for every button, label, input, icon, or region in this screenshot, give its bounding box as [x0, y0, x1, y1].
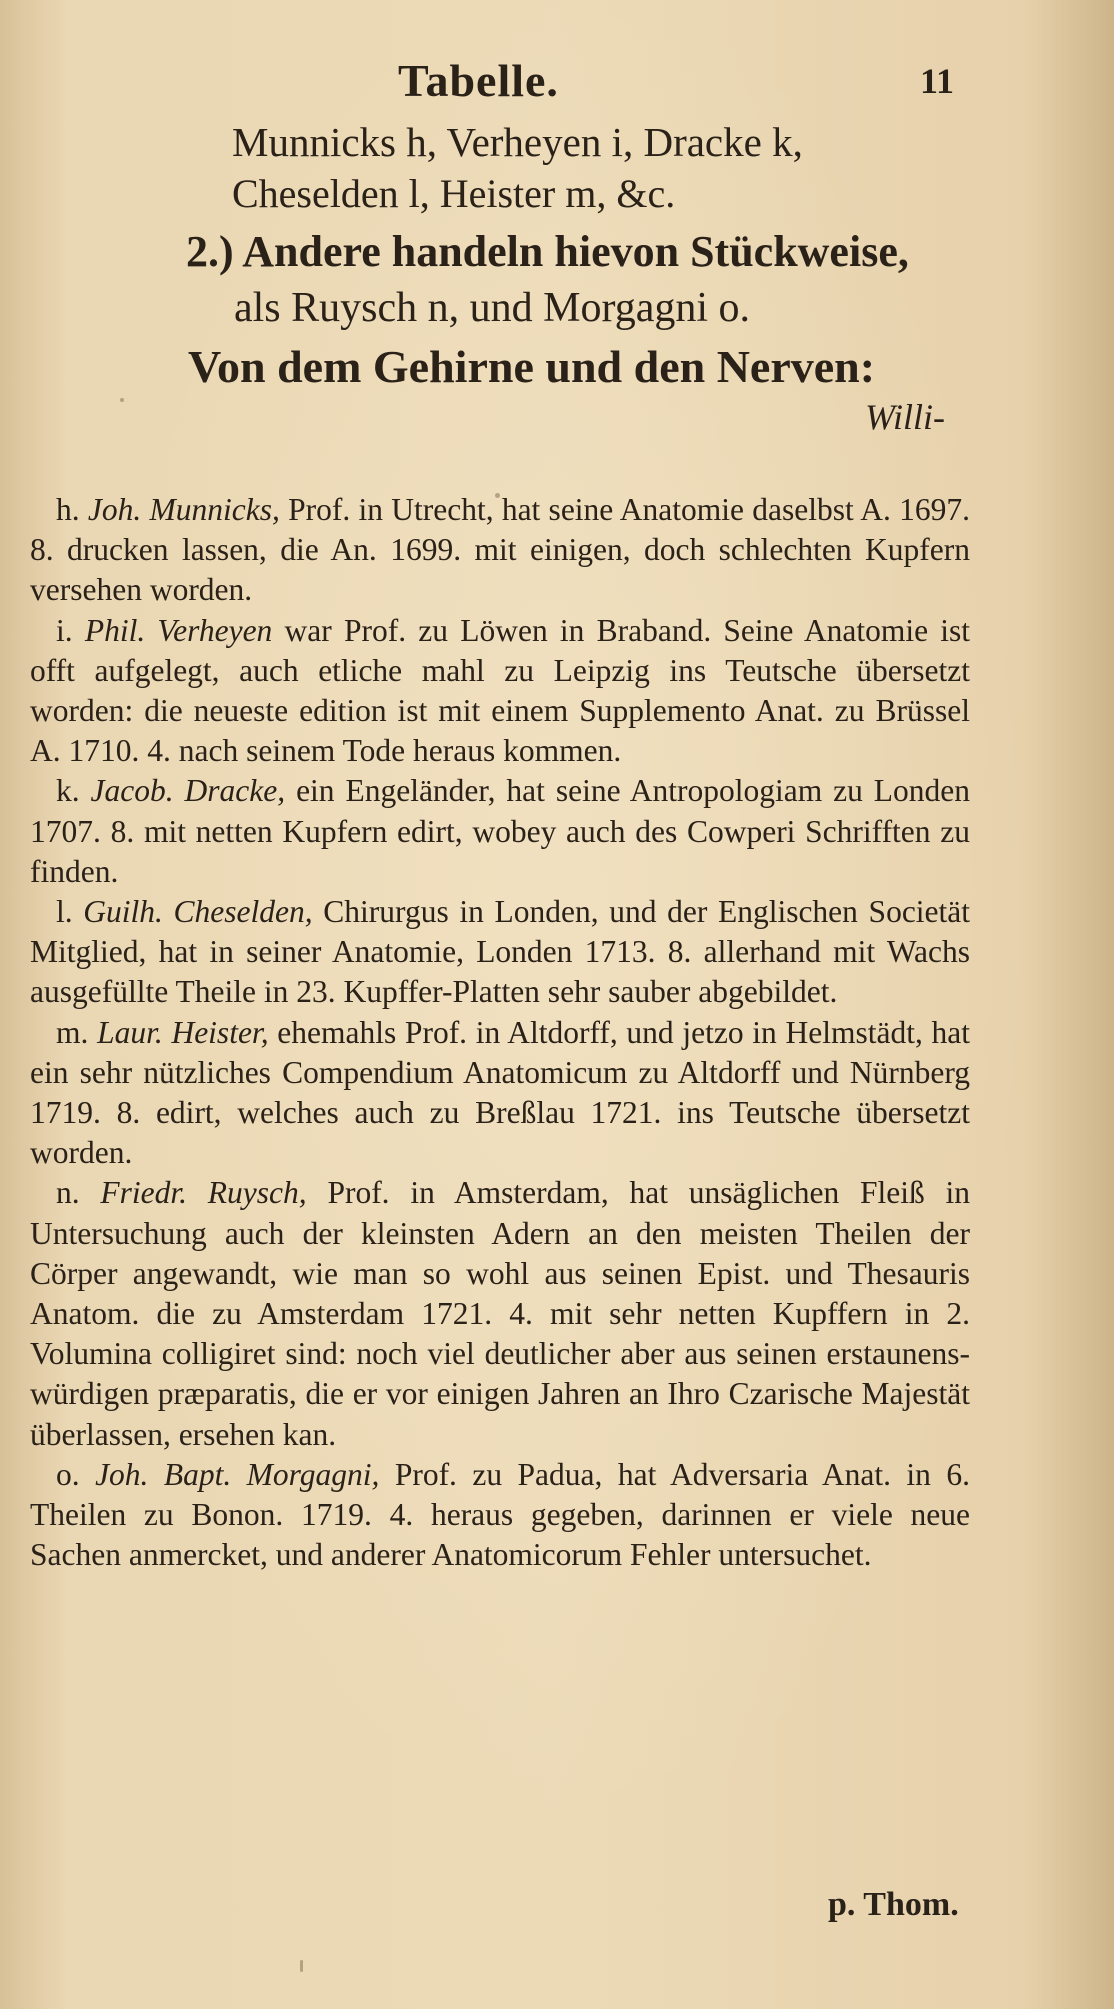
main-text-line: als Ruysch n, und Morgagni o.: [234, 285, 751, 331]
section-heading: Von dem Gehirne und den Nerven:: [188, 341, 876, 392]
footnote-letter: l.: [56, 894, 73, 930]
footnote-letter: k.: [56, 773, 80, 809]
footnote-author: Laur. Heister,: [97, 1014, 269, 1050]
paper-speck: [495, 493, 500, 498]
footnote-text: ein Engeländer, hat seine Antropologiam zu Londen 1707. 8. mit netten Kupfern edirt, wobey auch des Cowperi Schrifften zu finden.: [30, 773, 971, 889]
catchword: p. Thom.: [828, 1886, 959, 1923]
footnote-author: Friedr. Ruysch,: [100, 1175, 307, 1211]
footnote-text: Chirurgus in Londen, und der Englischen Societät Mitglied, hat in seiner Anatomie, Londen 1713. 8. allerhand mit Wachs ausgefüllte Theile in 23. Kupffer-Platten sehr sauber abgebildet.: [30, 894, 971, 1010]
footnote-text: Prof. zu Padua, hat Adversaria Anat. in 6. Theilen zu Bonon. 1719. 4. heraus gegeben, darinnen er viele neue Sachen anmercket, und anderer Anatomicorum Fehler untersuchet.: [30, 1456, 970, 1573]
paper-speck: [120, 398, 124, 402]
footnote-author: Guilh. Cheselden,: [83, 894, 313, 930]
footnote-letter: n.: [56, 1175, 80, 1211]
footnote-letter: m.: [56, 1014, 89, 1050]
footnote-letter: i.: [56, 612, 73, 648]
footnote-letter: h.: [56, 492, 80, 527]
paper-speck: [300, 1960, 303, 1972]
footnote-author: Phil. Verheyen: [84, 612, 273, 648]
footnote: [30, 1013, 970, 1174]
page-header: [0, 50, 1114, 110]
footnote: [30, 611, 970, 772]
page-number: 11: [920, 61, 955, 101]
footnote: [30, 1455, 970, 1576]
main-text-line: Munnicks h, Verheyen i, Dracke k,: [232, 119, 803, 165]
footnote-author: Joh. Bapt. Morgagni,: [95, 1456, 380, 1492]
footnote: [30, 1173, 970, 1454]
running-title: Tabelle.: [398, 55, 559, 106]
main-text-line: Willi-: [865, 397, 945, 437]
footnotes: [30, 490, 970, 1575]
footnote-text: Prof. in Amsterdam, hat unsäglichen Fleiß in Untersuchung auch der kleinsten Adern an den meisten Theilen der Cörper angewandt, wie man so wohl aus seinen Epist. und Thesauris Anatom. die zu Amsterdam 1721. 4. mit sehr netten Kupffern in 2. Volumina colligiret sind: noch viel deutlicher aber aus seinen erstaunens-würdigen præparatis, die er vor einigen Jahren an Ihro Czarische Majestät überlassen, ersehen kan.: [30, 1175, 971, 1452]
footnote-text: Prof. in Utrecht, hat seine Anatomie daselbst A. 1697. 8. drucken lassen, die An. 1699. mit einigen, doch schlechten Kupfern versehen worden.: [30, 492, 971, 608]
footnote-author: Joh. Munnicks,: [87, 492, 280, 527]
footnote-letter: o.: [56, 1456, 80, 1492]
main-text-line: 2.) Andere handeln hievon Stückweise,: [186, 227, 909, 276]
footnote-author: Jacob. Dracke,: [90, 773, 286, 809]
footnote-text: war Prof. zu Löwen in Braband. Seine Anatomie ist offt aufgelegt, auch etliche mahl zu Leipzig ins Teutsche übersetzt worden: die neueste edition ist mit einem Supplemento Anat. zu Brüssel A. 1710. 4. nach seinem Tode heraus kommen.: [30, 612, 971, 769]
footnote: [30, 771, 970, 892]
footnote: [30, 892, 970, 1013]
main-text-line: Cheselden l, Heister m, &c.: [232, 171, 676, 216]
footnote: [30, 490, 970, 611]
footnote-text: ehemahls Prof. in Altdorff, und jetzo in Helmstädt, hat ein sehr nützliches Compendium Anatomicum zu Altdorff und Nürnberg 1719. 8. edirt, welches auch zu Breßlau 1721. ins Teutsche übersetzt worden.: [30, 1014, 971, 1171]
